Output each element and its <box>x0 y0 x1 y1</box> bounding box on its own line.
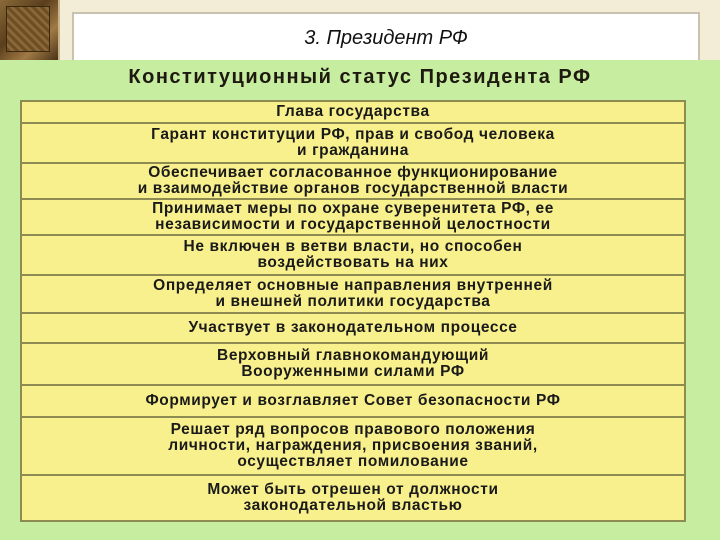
table-row <box>22 236 684 276</box>
row-text: Обеспечивает согласованное функционирование <box>148 164 558 181</box>
row-text: и гражданина <box>297 142 409 159</box>
row-text: Гарант конституции РФ, прав и свобод человека <box>151 126 555 143</box>
row-text: Может быть отрешен от должности <box>207 481 499 498</box>
status-table <box>20 100 686 522</box>
table-row <box>22 344 684 386</box>
table-row <box>22 476 684 520</box>
row-text: осуществляет помилование <box>237 453 469 470</box>
header-box <box>72 12 700 62</box>
row-text: Определяет основные направления внутренней <box>153 277 553 294</box>
row-text: Принимает меры по охране суверенитета РФ, ее <box>152 200 554 217</box>
row-text: независимости и государственной целостности <box>155 216 551 233</box>
decorative-corner-image <box>0 0 60 60</box>
table-row <box>22 418 684 476</box>
row-text: Верховный главнокомандующий <box>217 347 489 364</box>
row-text: личности, награждения, присвоения званий, <box>168 437 538 454</box>
row-text: и внешней политики государства <box>215 293 491 310</box>
row-text: законодательной властью <box>243 497 463 514</box>
table-row <box>22 200 684 236</box>
page-title: 3. Президент РФ <box>304 27 468 49</box>
slide-body <box>0 60 720 540</box>
row-text: Участвует в законодательном процессе <box>188 319 518 336</box>
row-text: Глава государства <box>276 103 430 120</box>
row-text: Не включен в ветви власти, но способен <box>183 238 523 255</box>
status-heading: Конституционный статус Президента РФ <box>128 66 592 88</box>
table-row <box>22 164 684 200</box>
table-row <box>22 102 684 124</box>
row-text: Решает ряд вопросов правового положения <box>170 421 536 438</box>
table-row <box>22 386 684 418</box>
row-text: Вооруженными силами РФ <box>241 363 465 380</box>
row-text: воздействовать на них <box>257 254 449 271</box>
table-row <box>22 124 684 164</box>
table-row <box>22 276 684 314</box>
ornament-tile <box>6 6 50 52</box>
row-text: Формирует и возглавляет Совет безопасности РФ <box>145 392 561 409</box>
row-text: и взаимодействие органов государственной власти <box>137 180 569 197</box>
table-row <box>22 314 684 344</box>
